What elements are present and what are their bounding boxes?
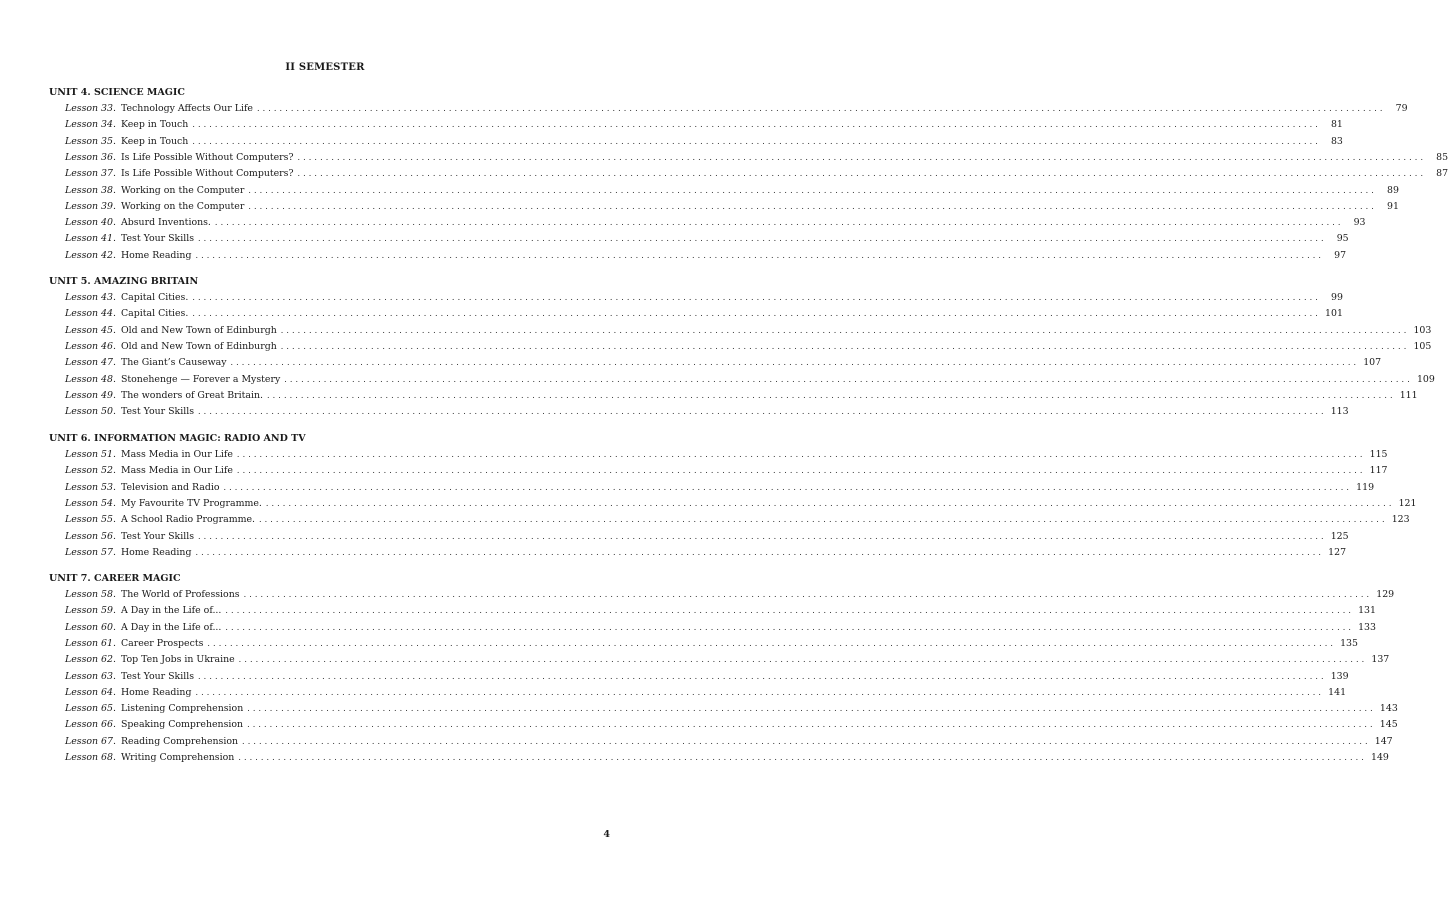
toc-entry	[65, 703, 1398, 717]
lesson-title: Home Reading	[120, 546, 192, 558]
lesson-title: Home Reading	[120, 686, 192, 698]
toc-entry	[65, 324, 1432, 339]
toc-entry	[65, 621, 1376, 636]
toc-entry	[65, 752, 1389, 766]
dot-leader: ........................................................................................................................................................................................................	[223, 482, 1353, 492]
lesson-title: Listening Comprehension	[120, 703, 244, 715]
toc-entry	[65, 514, 1410, 528]
lesson-number: Lesson 33.	[65, 103, 116, 114]
toc-entry	[65, 530, 1349, 545]
lesson-number: Lesson 34.	[65, 119, 116, 131]
dot-leader: ........................................................................................................................................................................................................	[259, 515, 1388, 525]
lesson-title: Is Life Possible Without Computers?	[120, 168, 294, 180]
toc-entry	[65, 719, 1398, 733]
dot-leader: ........................................................................................................................................................................................................	[236, 450, 1366, 459]
dot-leader: ........................................................................................................................................................................................................	[247, 720, 1376, 730]
lesson-number: Lesson 65.	[65, 703, 116, 715]
dot-leader: ........................................................................................................................................................................................................	[236, 466, 1366, 476]
lesson-page-number: 99	[1331, 292, 1343, 303]
lesson-number: Lesson 57.	[65, 546, 116, 558]
lesson-page-number: 117	[1369, 465, 1388, 477]
unit-heading: UNIT 5. AMAZING BRITAIN	[49, 276, 199, 287]
lesson-page-number: 139	[1330, 670, 1349, 682]
lesson-title: Working on the Computer	[120, 184, 245, 196]
toc-entry	[65, 605, 1376, 619]
lesson-title: Top Ten Jobs in Ukraine	[120, 654, 235, 666]
toc-entry	[65, 481, 1375, 496]
lesson-number: Lesson 49.	[65, 389, 116, 401]
dot-leader: ........................................................................................................................................................................................................	[238, 753, 1367, 762]
dot-leader: ........................................................................................................................................................................................................	[225, 606, 1354, 616]
lesson-number: Lesson 64.	[65, 686, 116, 698]
lesson-number: Lesson 42.	[65, 249, 116, 261]
lesson-page-number: 133	[1358, 621, 1376, 633]
lesson-number: Lesson 44.	[65, 308, 116, 320]
toc-entry	[65, 119, 1343, 133]
unit-heading: UNIT 4. SCIENCE MAGIC	[49, 87, 185, 98]
lesson-page-number: 121	[1398, 497, 1417, 509]
dot-leader: ........................................................................................................................................................................................................	[256, 104, 1386, 113]
toc-entry	[65, 735, 1393, 750]
lesson-title: My Favourite TV Programme.	[120, 497, 262, 509]
lesson-number: Lesson 41.	[65, 233, 116, 245]
lesson-page-number: 103	[1413, 324, 1432, 336]
toc-entry	[65, 184, 1399, 199]
dot-leader: ........................................................................................................................................................................................................	[192, 120, 1321, 130]
lesson-page-number: 97	[1334, 249, 1347, 261]
toc-entry	[65, 589, 1395, 603]
toc-entry	[65, 497, 1417, 512]
lesson-number: Lesson 51.	[65, 449, 116, 460]
dot-leader: ........................................................................................................................................................................................................	[297, 169, 1427, 179]
toc-entry	[65, 200, 1399, 215]
lesson-title: Television and Radio	[120, 481, 220, 493]
lesson-page-number: 123	[1391, 514, 1410, 526]
toc-entry	[65, 357, 1382, 371]
lesson-title: Is Life Possible Without Computers?	[120, 151, 294, 163]
lesson-page-number: 83	[1330, 135, 1343, 147]
lesson-title: A School Radio Programme.	[120, 514, 255, 526]
lesson-page-number: 127	[1328, 546, 1347, 558]
toc-entry	[65, 249, 1347, 264]
lesson-title: Working on the Computer	[120, 200, 245, 212]
lesson-page-number: 147	[1374, 735, 1393, 747]
lesson-title: Home Reading	[120, 249, 192, 261]
toc-entry	[65, 217, 1366, 231]
lesson-number: Lesson 47.	[65, 357, 116, 369]
toc-entry	[65, 670, 1349, 685]
lesson-number: Lesson 43.	[65, 292, 116, 303]
lesson-page-number: 141	[1328, 686, 1347, 698]
lesson-page-number: 95	[1336, 233, 1349, 245]
lesson-number: Lesson 54.	[65, 497, 116, 509]
lesson-page-number: 113	[1330, 406, 1349, 418]
dot-leader: ........................................................................................................................................................................................................	[248, 201, 1377, 211]
lesson-title: The World of Professions	[120, 589, 240, 600]
toc-entry	[65, 292, 1343, 306]
lesson-title: Reading Comprehension	[120, 735, 239, 747]
lesson-number: Lesson 67.	[65, 735, 116, 747]
lesson-number: Lesson 36.	[65, 151, 116, 163]
lesson-title: Career Prospects	[120, 637, 204, 649]
lesson-title: Test Your Skills	[120, 406, 195, 418]
lesson-number: Lesson 56.	[65, 530, 116, 542]
toc-entry	[65, 449, 1388, 463]
lesson-number: Lesson 37.	[65, 168, 116, 180]
lesson-page-number: 131	[1358, 605, 1376, 617]
lesson-page-number: 109	[1416, 373, 1435, 385]
lesson-title: Absurd Inventions.	[120, 217, 211, 229]
dot-leader: ........................................................................................................................................................................................................	[198, 531, 1327, 541]
dot-leader: ........................................................................................................................................................................................................	[247, 704, 1376, 714]
toc-entry	[65, 373, 1435, 388]
lesson-number: Lesson 50.	[65, 406, 116, 418]
lesson-page-number: 119	[1356, 481, 1375, 493]
dot-leader: ........................................................................................................................................................................................................	[207, 638, 1336, 648]
dot-leader: ........................................................................................................................................................................................................	[214, 218, 1344, 228]
lesson-page-number: 145	[1379, 719, 1398, 731]
lesson-title: Stonehenge — Forever a Mystery	[120, 373, 281, 385]
lesson-number: Lesson 55.	[65, 514, 116, 526]
dot-leader: ........................................................................................................................................................................................................	[280, 341, 1410, 351]
dot-leader: ........................................................................................................................................................................................................	[284, 374, 1413, 384]
dot-leader: ........................................................................................................................................................................................................	[195, 250, 1325, 260]
lesson-number: Lesson 35.	[65, 135, 116, 147]
lesson-title: Test Your Skills	[120, 233, 195, 245]
lesson-title: Capital Cities.	[120, 292, 189, 303]
dot-leader: ........................................................................................................................................................................................................	[198, 671, 1327, 681]
dot-leader: ........................................................................................................................................................................................................	[230, 358, 1360, 368]
toc-entry	[65, 686, 1347, 701]
lesson-title: A Day in the Life of...	[120, 605, 222, 617]
dot-leader: ........................................................................................................................................................................................................	[192, 293, 1321, 302]
dot-leader: ........................................................................................................................................................................................................	[225, 622, 1354, 632]
unit-heading: UNIT 7. CAREER MAGIC	[49, 573, 181, 584]
toc-entry	[65, 654, 1390, 668]
toc-entry	[65, 465, 1388, 479]
lesson-title: Speaking Comprehension	[120, 719, 244, 731]
dot-leader: ........................................................................................................................................................................................................	[248, 185, 1377, 195]
lesson-title: Writing Comprehension	[120, 752, 235, 763]
lesson-number: Lesson 66.	[65, 719, 116, 731]
lesson-page-number: 125	[1330, 530, 1349, 542]
lesson-page-number: 79	[1395, 103, 1408, 114]
lesson-page-number: 87	[1436, 168, 1448, 180]
dot-leader: ........................................................................................................................................................................................................	[238, 655, 1368, 665]
dot-leader: ........................................................................................................................................................................................................	[198, 234, 1327, 244]
lesson-number: Lesson 63.	[65, 670, 116, 682]
toc-entry	[65, 308, 1343, 322]
toc-entry	[65, 340, 1432, 355]
lesson-title: Capital Cities.	[120, 308, 189, 320]
lesson-page-number: 129	[1376, 589, 1395, 600]
lesson-title: Mass Media in Our Life	[120, 465, 233, 477]
lesson-number: Lesson 53.	[65, 481, 116, 493]
lesson-page-number: 93	[1353, 217, 1366, 229]
lesson-number: Lesson 45.	[65, 324, 116, 336]
dot-leader: ........................................................................................................................................................................................................	[243, 590, 1373, 599]
page-number: 4	[603, 829, 610, 840]
toc-entry	[65, 103, 1408, 117]
toc-entry	[65, 233, 1349, 247]
lesson-number: Lesson 40.	[65, 217, 116, 229]
lesson-page-number: 81	[1330, 119, 1343, 131]
lesson-number: Lesson 58.	[65, 589, 116, 600]
lesson-title: Technology Affects Our Life	[120, 103, 253, 114]
lesson-title: Keep in Touch	[120, 119, 189, 131]
dot-leader: ........................................................................................................................................................................................................	[242, 736, 1371, 746]
lesson-number: Lesson 68.	[65, 752, 116, 763]
lesson-title: Test Your Skills	[120, 670, 195, 682]
lesson-number: Lesson 48.	[65, 373, 116, 385]
lesson-page-number: 111	[1399, 389, 1418, 401]
lesson-page-number: 143	[1379, 703, 1398, 715]
lesson-title: Old and New Town of Edinburgh	[120, 340, 277, 352]
dot-leader: ........................................................................................................................................................................................................	[195, 547, 1325, 557]
dot-leader: ........................................................................................................................................................................................................	[280, 325, 1410, 335]
lesson-page-number: 91	[1387, 200, 1399, 212]
lesson-page-number: 115	[1369, 449, 1388, 460]
toc-entry	[65, 151, 1448, 166]
toc-entry	[65, 406, 1349, 420]
lesson-title: A Day in the Life of...	[120, 621, 222, 633]
lesson-number: Lesson 52.	[65, 465, 116, 477]
toc-entry	[65, 389, 1418, 404]
lesson-page-number: 105	[1413, 340, 1432, 352]
dot-leader: ........................................................................................................................................................................................................	[267, 390, 1396, 400]
lesson-title: The wonders of Great Britain.	[120, 389, 264, 401]
lesson-page-number: 149	[1371, 752, 1389, 763]
toc-entry	[65, 168, 1448, 182]
lesson-number: Lesson 39.	[65, 200, 116, 212]
lesson-page-number: 137	[1371, 654, 1390, 666]
toc-entry	[65, 135, 1343, 150]
lesson-title: Keep in Touch	[120, 135, 189, 147]
dot-leader: ........................................................................................................................................................................................................	[195, 687, 1325, 697]
lesson-title: Old and New Town of Edinburgh	[120, 324, 277, 336]
toc-entry	[65, 637, 1358, 652]
lesson-page-number: 85	[1436, 151, 1448, 163]
lesson-title: Test Your Skills	[120, 530, 195, 542]
lesson-number: Lesson 60.	[65, 621, 116, 633]
unit-heading: UNIT 6. INFORMATION MAGIC: RADIO AND TV	[49, 433, 306, 444]
dot-leader: ........................................................................................................................................................................................................	[198, 407, 1327, 417]
lesson-page-number: 89	[1387, 184, 1399, 196]
lesson-page-number: 101	[1325, 308, 1343, 320]
semester-heading: II SEMESTER	[285, 62, 365, 73]
toc-entry	[65, 546, 1347, 561]
lesson-page-number: 107	[1363, 357, 1382, 369]
lesson-number: Lesson 59.	[65, 605, 116, 617]
dot-leader: ........................................................................................................................................................................................................	[297, 152, 1427, 162]
dot-leader: ........................................................................................................................................................................................................	[265, 498, 1395, 508]
lesson-page-number: 135	[1340, 637, 1358, 649]
dot-leader: ........................................................................................................................................................................................................	[192, 136, 1321, 146]
lesson-title: The Giant’s Causeway	[120, 357, 227, 369]
lesson-number: Lesson 46.	[65, 340, 116, 352]
lesson-number: Lesson 38.	[65, 184, 116, 196]
lesson-title: Mass Media in Our Life	[120, 449, 233, 460]
dot-leader: ........................................................................................................................................................................................................	[192, 309, 1321, 319]
lesson-number: Lesson 62.	[65, 654, 116, 666]
lesson-number: Lesson 61.	[65, 637, 116, 649]
